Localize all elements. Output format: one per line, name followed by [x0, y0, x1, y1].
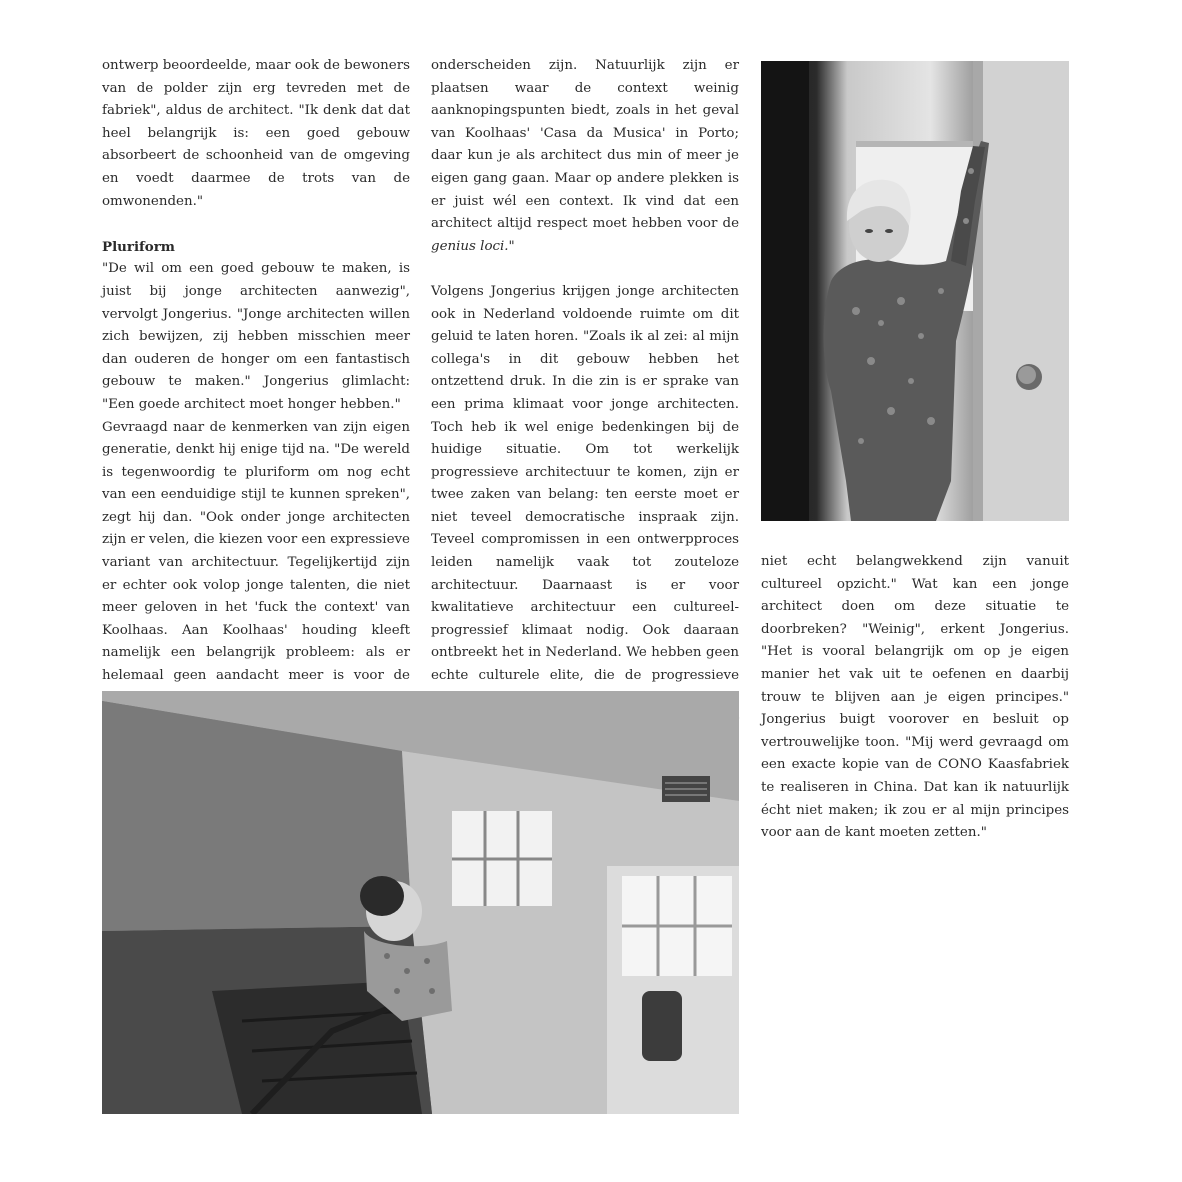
paragraph: Gevraagd naar de kenmerken van zijn eigen generatie, denkt hij enige tijd na. "De wereld is tegenwoordig te pluriform om nog echt van een eenduidige stijl te kunnen spreken", zegt hij dan. "Ook onder jonge architecten zijn er velen, die kiezen voor een expressieve variant van architectuur. Tegelijkertijd zijn er echter ook volop jonge talenten, die niet meer geloven in het 'fuck the context' van Koolhaas. Aan Koolhaas' houding kleeft namelijk een belangrijk probleem: als er helemaal geen aandacht meer is voor de	[102, 419, 410, 684]
paragraph-text: onderscheiden zijn. Natuurlijk zijn er plaatsen waar de context weinig aanknopingspunten biedt, zoals in het geval van Koolhaas' 'Casa da Musica' in Porto; daar kun je als architect dus min of meer je eigen gang gaan. Maar op andere plekken is er juist wél een context. Ik vind dat een architect altijd respect moet hebben voor de	[431, 58, 739, 232]
paragraph: niet echt belangwekkend zijn vanuit cultureel opzicht." Wat kan een jonge architect doen om deze situatie te doorbreken? "Weinig", erkent Jongerius. "Het is vooral belangrijk om op je eigen manier het vak uit te oefenen en daarbij trouw te blijven aan je eigen principes." Jongerius buigt voorover en besluit op vertrouwelijke toon. "Mij werd gevraagd om een exacte kopie van de CONO Kaasfabriek te realiseren in China. Dat kan ik natuurlijk écht niet maken; ik zou er al mijn principes voor aan de kant moeten zetten."	[761, 554, 1069, 841]
paragraph: Volgens Jongerius krijgen jonge architecten ook in Nederland voldoende ruimte om dit geluid te laten horen. "Zoals ik al zei: al mijn collega's in dit gebouw hebben het ontzettend druk. In die zin is er sprake van een prima klimaat voor jonge architecten. Toch heb ik wel enige bedenkingen bij de huidige situatie. Om tot werkelijk progressieve architectuur te komen, zijn er twee zaken van belang: ten eerste moet er niet teveel democratische inspraak zijn. Teveel compromissen in een ontwerpproces leiden namelijk vaak tot zouteloze architectuur. Daarnaast is er voor kwalitatieve architectuur een cultureel-progressief klimaat nodig. Ook daaraan ontbreekt het in Nederland. We hebben geen echte culturele elite, die de progressieve	[431, 283, 739, 684]
paragraph	[431, 55, 739, 258]
italic-phrase: genius loci.	[431, 238, 509, 254]
closing-quote: "	[508, 238, 515, 254]
stairwell-photo	[102, 691, 739, 1114]
stairwell-illustration	[102, 691, 739, 1114]
text-column-3	[761, 551, 1069, 845]
portrait-photo	[761, 61, 1069, 521]
text-column-2	[431, 55, 739, 801]
paragraph: ontwerp beoordeelde, maar ook de bewoners van de polder zijn erg tevreden met de fabriek", aldus de architect. "Ik denk dat dat heel belangrijk is: een goed gebouw absorbeert de schoonheid van de omgeving en voedt daarmee de trots van de omwonenden."	[102, 58, 410, 209]
paragraph: "De wil om een goed gebouw te maken, is juist bij jonge architecten aanwezig", vervolgt Jongerius. "Jonge architecten willen zich bewijzen, zij hebben misschien meer dan ouderen de honger om een fantastisch gebouw te maken." Jongerius glimlacht: "Een goede architect moet honger hebben."	[102, 261, 410, 412]
text-column-1	[102, 55, 410, 755]
section-heading: Pluriform	[102, 238, 175, 255]
portrait-illustration	[761, 61, 1069, 521]
